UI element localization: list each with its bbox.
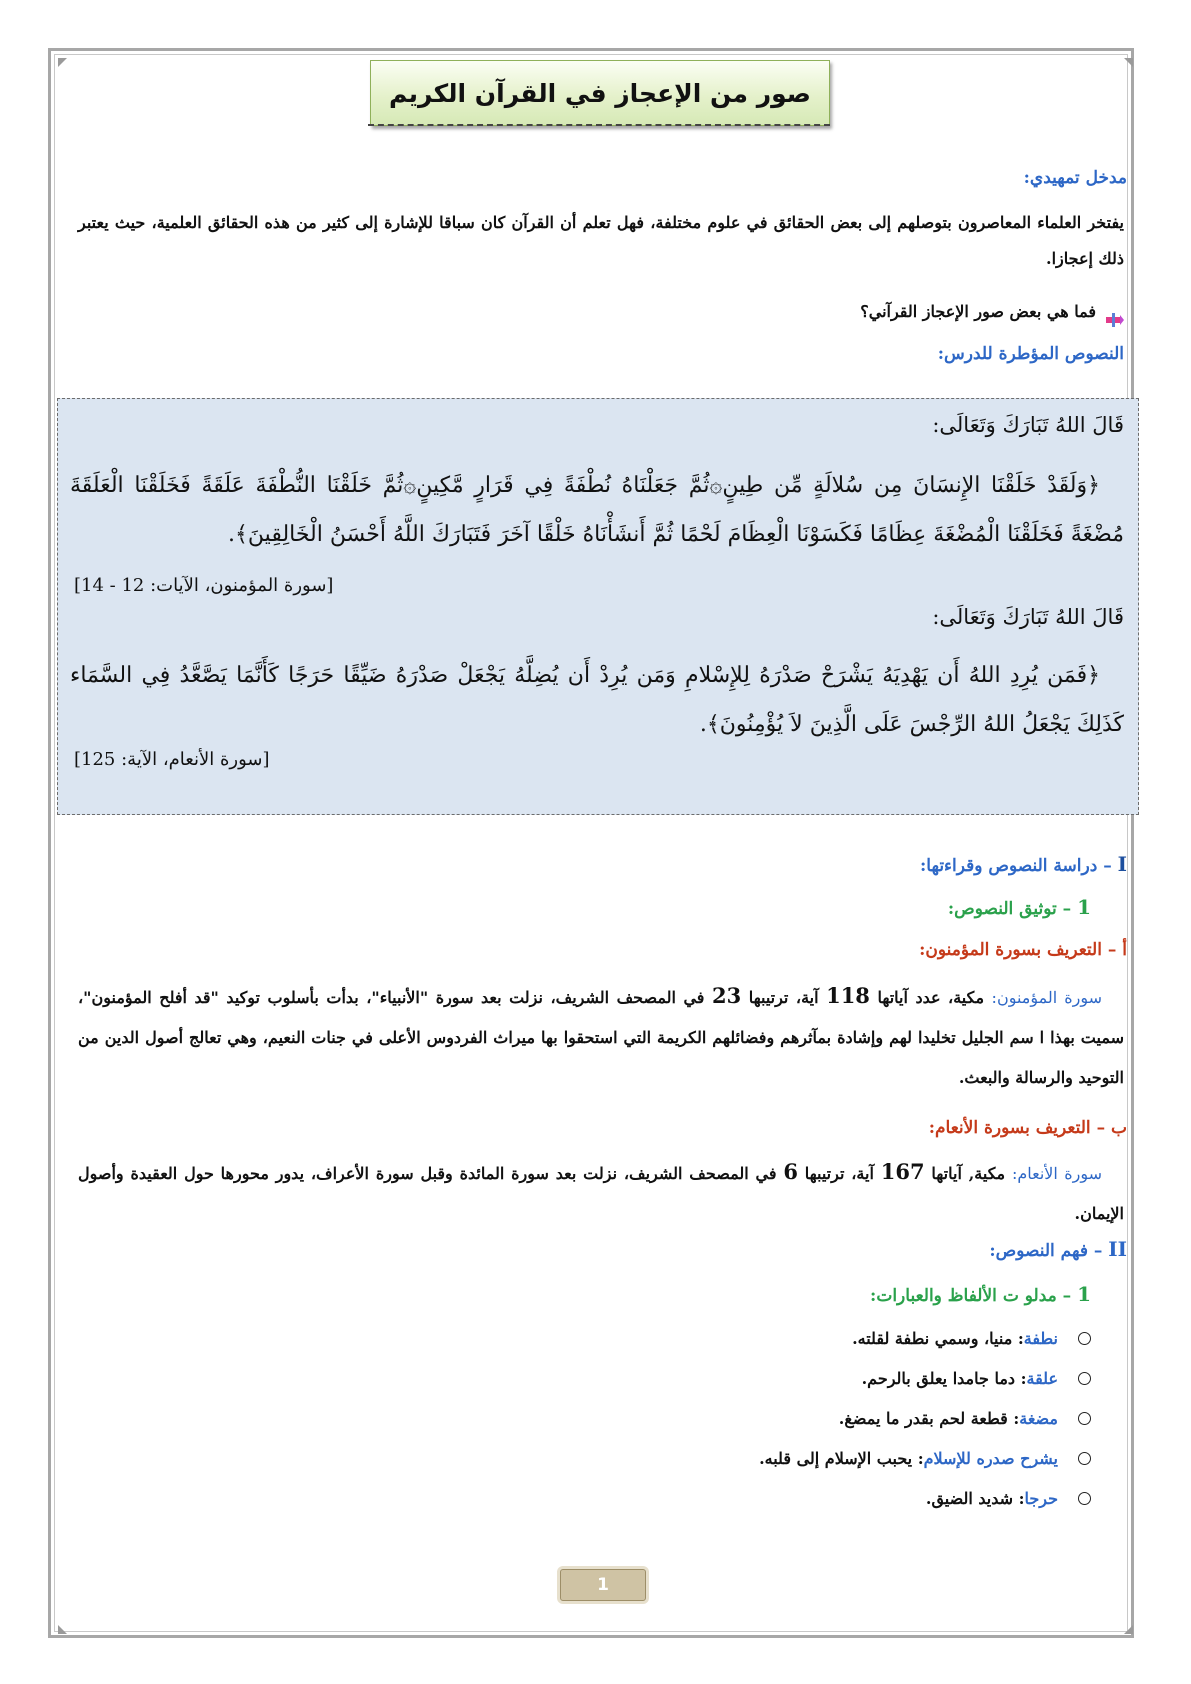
mominun-paragraph: سورة المؤمنون: مكية، عدد آياتها 118 آية، ترتيبها 23 في المصحف الشريف، نزلت بعد سورة "الأنبياء"، بدأت بأسلوب توكيد "قد أفلح المؤمنون"، سميت بهذا ا سم الجليل تخليدا لهم وإشادة بمآثرهم وفضائلهم الكريمة التي استحقوا بها ميراث الفردوس الأعلى في جنات النعيم، وهي تعالج أصول الدين من التوحيد والرسالة والبعث. [78,983,1124,1087]
section2-sub-heading [91,1282,1091,1306]
verse2-intro: قَالَ اللهُ تَبَارَكَ وَتَعَالَى: [932,605,1124,629]
vocab-term: مضغة [1019,1408,1058,1428]
vocab-definition: : دما جامدا يعلق بالرحم. [861,1368,1027,1388]
bullet-circle-icon [1078,1492,1091,1505]
vocabulary-list [191,1318,1091,1518]
intro-question: فما هي بعض صور الإعجاز القرآني؟ [860,302,1096,321]
section2-sub-title: – مدلو ت الألفاظ والعبارات: [870,1286,1078,1306]
verse1-text: ﴿وَلَقَدْ خَلَقْنَا الإِنسَانَ مِن سُلالَةٍ مِّن طِينٍ۞ثُمَّ جَعَلْنَاهُ نُطْفَةً فِي قَرَارٍ مَّكِينٍ۞ثُمَّ خَلَقْنَا النُّطْفَةَ عَلَقَةً فَخَلَقْنَا الْعَلَقَةَ مُضْغَةً فَخَلَقْنَا الْمُضْغَةَ عِظَامًا فَكَسَوْنَا الْعِظَامَ لَحْمًا ثُمَّ أَنشَأْنَاهُ خَلْقًا آخَرَ فَتَبَارَكَ اللَّهُ أَحْسَنُ الْخَالِقِينَ﴾. [70,473,1124,547]
list-item [191,1358,1091,1398]
anam-term: سورة الأنعام: [1011,1164,1103,1183]
section1-number: I [1117,852,1127,876]
texts-heading: النصوص المؤطرة للدرس: [937,344,1124,364]
list-item [191,1398,1091,1438]
mominun-term: سورة المؤمنون: [991,988,1103,1007]
list-item [191,1438,1091,1478]
corner-ornament [58,58,67,67]
vocab-term: علقة [1026,1368,1058,1388]
section1-sub-heading [91,895,1091,919]
verse2-reference: [سورة الأنعام، الآية: 125] [74,749,270,770]
corner-ornament [1124,58,1133,67]
vocab-definition: : قطعة لحم بقدر ما يمضغ. [838,1408,1020,1428]
section1-title: – دراسة النصوص وقراءتها: [920,856,1118,876]
page-number: 1 [560,1569,646,1601]
list-item [191,1318,1091,1358]
section2-number: II [1108,1237,1127,1261]
anam-heading: ب – التعريف بسورة الأنعام: [928,1118,1127,1138]
pushpin-icon [1104,305,1124,321]
anam-verse-count: 167 [880,1159,925,1184]
section2-heading [67,1237,1127,1261]
vocab-definition: : منيا، وسمي نطفة لقلته. [852,1328,1024,1348]
lesson-title-box [370,60,830,126]
vocab-term: يشرح صدره للإسلام [923,1448,1058,1468]
mominun-verse-count: 118 [826,983,870,1008]
lesson-title: صور من الإعجاز في القرآن الكريم [389,78,811,108]
list-item [191,1478,1091,1518]
bullet-circle-icon [1078,1372,1091,1385]
vocab-definition: : يحبب الإسلام إلى قلبه. [759,1448,924,1468]
vocab-term: حرجا [1024,1488,1058,1508]
verse2-text: ﴿فَمَن يُرِدِ اللهُ أَن يَهْدِيَهُ يَشْرَحْ صَدْرَهُ لِلإِسْلامِ وَمَن يُرِدْ أَن يُضِلَّهُ يَجْعَلْ صَدْرَهُ ضَيِّقًا حَرَجًا كَأَنَّمَا يَصَّعَّدُ فِي السَّمَاء كَذَلِكَ يَجْعَلُ اللهُ الرِّجْسَ عَلَى الَّذِينَ لاَ يُؤْمِنُونَ﴾. [70,663,1124,737]
mominun-order: 23 [711,983,742,1008]
intro-paragraph: يفتخر العلماء المعاصرون بتوصلهم إلى بعض الحقائق في علوم مختلفة، فهل تعلم أن القرآن كان سباقا للإشارة إلى كثير من هذه الحقائق العلمية، حيث يعتبر ذلك إعجازا. [78,213,1124,268]
verses-box [57,398,1139,815]
anam-paragraph: سورة الأنعام: مكية, آياتها 167 آية، ترتيبها 6 في المصحف الشريف، نزلت بعد سورة المائدة وقبل سورة الأعراف، يدور محورها حول العقيدة وأصول الإيمان. [78,1159,1124,1223]
corner-ornament [1124,1625,1133,1634]
section1-sub-number: 1 [1077,895,1091,919]
bullet-circle-icon [1078,1452,1091,1465]
verse1-intro: قَالَ اللهُ تَبَارَكَ وَتَعَالَى: [932,413,1124,437]
intro-heading: مدخل تمهيدي: [1023,168,1127,188]
bullet-circle-icon [1078,1412,1091,1425]
section1-sub-title: – توثيق النصوص: [947,899,1078,919]
title-underline [368,124,830,126]
section1-heading [67,852,1127,876]
vocab-term: نطفة [1023,1328,1058,1348]
section2-sub-number: 1 [1077,1282,1091,1306]
bullet-circle-icon [1078,1332,1091,1345]
anam-order: 6 [783,1159,798,1184]
intro-question-row [78,294,1124,330]
corner-ornament [58,1625,67,1634]
mominun-heading: أ – التعريف بسورة المؤمنون: [919,940,1127,960]
vocab-definition: : شديد الضيق. [925,1488,1025,1508]
section2-title: – فهم النصوص: [989,1241,1109,1261]
verse1-reference: [سورة المؤمنون، الآيات: 12 - 14] [74,575,334,596]
